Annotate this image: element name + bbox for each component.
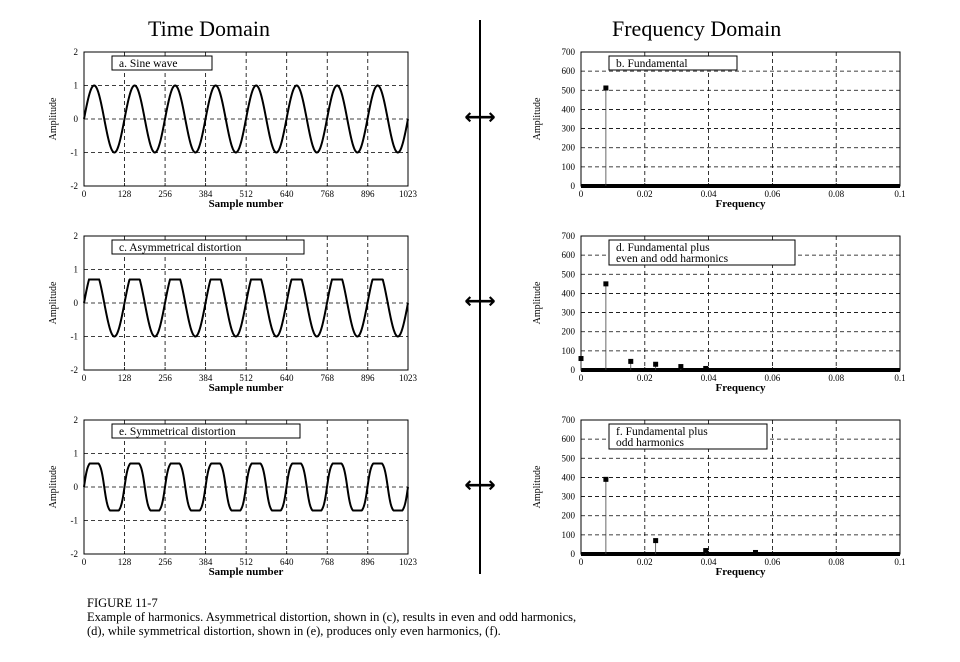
chart-d-ytick-label: 300: [561, 307, 575, 318]
chart-a-xtick-label: 512: [239, 189, 253, 199]
chart-a: [48, 47, 418, 210]
transform-arrow-2: ⟷: [464, 289, 496, 314]
chart-a-ytick-label: 0: [73, 114, 78, 124]
chart-b-xtick-label: 0.04: [700, 189, 717, 199]
chart-d-ytick-label: 500: [561, 269, 575, 280]
chart-a-ytick-label: -1: [70, 147, 78, 158]
figure-caption-title: FIGURE 11-7: [87, 596, 158, 610]
chart-a-xtick-label: 256: [158, 189, 172, 199]
chart-f: [532, 415, 906, 578]
chart-d-xtick-label: 0.06: [764, 373, 781, 383]
chart-a-xtick-label: 1023: [399, 189, 417, 199]
chart-c-ytick-label: -1: [70, 331, 78, 342]
chart-f-ytick-label: 500: [561, 453, 575, 464]
chart-f-xtick-label: 0.04: [700, 557, 717, 567]
chart-b-ytick-label: 400: [561, 104, 575, 115]
chart-c-ytick-label: 0: [73, 298, 78, 308]
chart-e-xtick-label: 640: [279, 557, 294, 567]
chart-c: [48, 231, 418, 394]
chart-b-stem-marker: [603, 85, 608, 90]
chart-b-ytick-label: 700: [561, 47, 575, 57]
chart-e-ylabel: Amplitude: [48, 465, 59, 509]
chart-f-title-line-2: odd harmonics: [616, 437, 685, 449]
chart-b-ytick-label: 500: [561, 85, 575, 96]
chart-d-ytick-label: 400: [561, 288, 575, 299]
chart-e-title: e. Symmetrical distortion: [119, 426, 236, 438]
chart-f-ytick-label: 300: [561, 491, 575, 502]
chart-f-stem-marker: [653, 538, 658, 543]
chart-b-ytick-label: 300: [561, 123, 575, 134]
chart-d-xtick-label: 0.1: [894, 373, 906, 383]
chart-b-ytick-label: 100: [561, 161, 575, 172]
chart-c-xtick-label: 256: [158, 373, 172, 383]
chart-f-ytick-label: 600: [561, 434, 575, 445]
chart-d-title: d. Fundamental plus: [616, 242, 710, 254]
transform-arrow-3: ⟷: [464, 473, 496, 498]
chart-a-ylabel: Amplitude: [48, 97, 59, 141]
chart-c-xtick-label: 384: [198, 373, 213, 383]
chart-d: [532, 231, 906, 394]
frequency-domain-heading: Frequency Domain: [612, 16, 782, 41]
chart-b-ylabel: Amplitude: [532, 97, 543, 141]
chart-b-xtick-label: 0.08: [828, 189, 845, 199]
chart-b-xtick-label: 0.1: [894, 189, 906, 199]
chart-e-ytick-label: 0: [73, 482, 78, 492]
chart-d-stem-marker: [603, 281, 608, 286]
chart-e-xlabel: Sample number: [208, 566, 284, 578]
chart-a-ytick-label: 1: [73, 80, 78, 91]
chart-f-xtick-label: 0.1: [894, 557, 906, 567]
chart-e-xtick-label: 512: [239, 557, 253, 567]
chart-c-ytick-label: -2: [70, 365, 78, 375]
chart-d-title-line-2: even and odd harmonics: [616, 253, 729, 265]
chart-f-ytick-label: 400: [561, 472, 575, 483]
figure-caption-line-1: Example of harmonics. Asymmetrical distortion, shown in (c), results in even and odd harmonics,: [87, 610, 577, 624]
chart-b-ytick-label: 200: [561, 142, 575, 153]
chart-d-ytick-label: 0: [570, 365, 575, 375]
figure-caption-line-2: (d), while symmetrical distortion, shown in (e), produces only even harmonics, (f).: [87, 624, 501, 638]
chart-d-xtick-label: 0.02: [636, 373, 653, 383]
chart-c-xtick-label: 0: [81, 373, 87, 383]
chart-a-xtick-label: 640: [279, 189, 294, 199]
chart-f-stem-marker: [753, 550, 758, 555]
chart-e-ytick-label: -2: [70, 549, 78, 559]
chart-c-ylabel: Amplitude: [48, 281, 59, 325]
chart-d-ytick-label: 100: [561, 345, 575, 356]
chart-d-stem-marker: [653, 362, 658, 367]
chart-c-xtick-label: 512: [239, 373, 253, 383]
time-domain-heading: Time Domain: [148, 16, 271, 41]
chart-c-xtick-label: 1023: [399, 373, 417, 383]
chart-f-xtick-label: 0.06: [764, 557, 781, 567]
chart-e-xtick-label: 384: [198, 557, 213, 567]
chart-d-xtick-label: 0.04: [700, 373, 717, 383]
chart-a-xtick-label: 0: [81, 189, 87, 199]
chart-d-xtick-label: 0.08: [828, 373, 845, 383]
chart-d-ytick-label: 200: [561, 326, 575, 337]
chart-a-xtick-label: 384: [198, 189, 213, 199]
chart-b-ytick-label: 0: [570, 181, 575, 191]
chart-e: [48, 415, 418, 578]
chart-f-ylabel: Amplitude: [532, 465, 543, 509]
chart-d-ylabel: Amplitude: [532, 281, 543, 325]
chart-e-ytick-label: -1: [70, 515, 78, 526]
chart-b-title: b. Fundamental: [616, 58, 688, 70]
chart-d-xlabel: Frequency: [715, 382, 766, 394]
chart-e-xtick-label: 128: [117, 557, 132, 567]
chart-f-ytick-label: 100: [561, 529, 575, 540]
chart-b-frame: [581, 52, 900, 186]
chart-b-xtick-label: 0: [578, 189, 584, 199]
chart-a-title: a. Sine wave: [119, 58, 178, 70]
chart-a-xlabel: Sample number: [208, 198, 284, 210]
chart-f-xtick-label: 0.02: [636, 557, 653, 567]
chart-d-ytick-label: 700: [561, 231, 575, 241]
chart-f-title: f. Fundamental plus: [616, 426, 708, 438]
chart-f-stem-marker: [603, 477, 608, 482]
chart-d-stem-marker: [579, 356, 584, 361]
chart-e-ytick-label: 2: [73, 415, 78, 425]
chart-f-stem-marker: [703, 548, 708, 553]
chart-c-xtick-label: 768: [320, 373, 334, 383]
chart-c-xtick-label: 896: [361, 373, 375, 383]
chart-a-xtick-label: 128: [117, 189, 132, 199]
chart-c-xtick-label: 128: [117, 373, 132, 383]
chart-f-xtick-label: 0.08: [828, 557, 845, 567]
chart-c-ytick-label: 1: [73, 264, 78, 275]
chart-a-xtick-label: 768: [320, 189, 334, 199]
chart-a-ytick-label: -2: [70, 181, 78, 191]
chart-c-ytick-label: 2: [73, 231, 78, 241]
chart-e-ytick-label: 1: [73, 448, 78, 459]
chart-c-xtick-label: 640: [279, 373, 294, 383]
chart-a-ytick-label: 2: [73, 47, 78, 57]
chart-b: [532, 47, 906, 210]
chart-e-xtick-label: 896: [361, 557, 375, 567]
chart-b-xlabel: Frequency: [715, 198, 766, 210]
chart-f-xlabel: Frequency: [715, 566, 766, 578]
chart-f-xtick-label: 0: [578, 557, 584, 567]
chart-c-xlabel: Sample number: [208, 382, 284, 394]
chart-b-xtick-label: 0.06: [764, 189, 781, 199]
chart-e-xtick-label: 0: [81, 557, 87, 567]
chart-c-title: c. Asymmetrical distortion: [119, 242, 242, 254]
chart-e-xtick-label: 1023: [399, 557, 417, 567]
chart-b-xtick-label: 0.02: [636, 189, 653, 199]
chart-d-ytick-label: 600: [561, 250, 575, 261]
chart-d-stem-marker: [628, 359, 633, 364]
chart-f-ytick-label: 0: [570, 549, 575, 559]
chart-b-ytick-label: 600: [561, 66, 575, 77]
transform-arrow-1: ⟷: [464, 105, 496, 130]
chart-d-stem-marker: [703, 366, 708, 371]
chart-f-ytick-label: 700: [561, 415, 575, 425]
chart-d-xtick-label: 0: [578, 373, 584, 383]
chart-a-xtick-label: 896: [361, 189, 375, 199]
chart-d-stem-marker: [678, 364, 683, 369]
chart-f-ytick-label: 200: [561, 510, 575, 521]
chart-e-xtick-label: 256: [158, 557, 172, 567]
chart-e-xtick-label: 768: [320, 557, 334, 567]
